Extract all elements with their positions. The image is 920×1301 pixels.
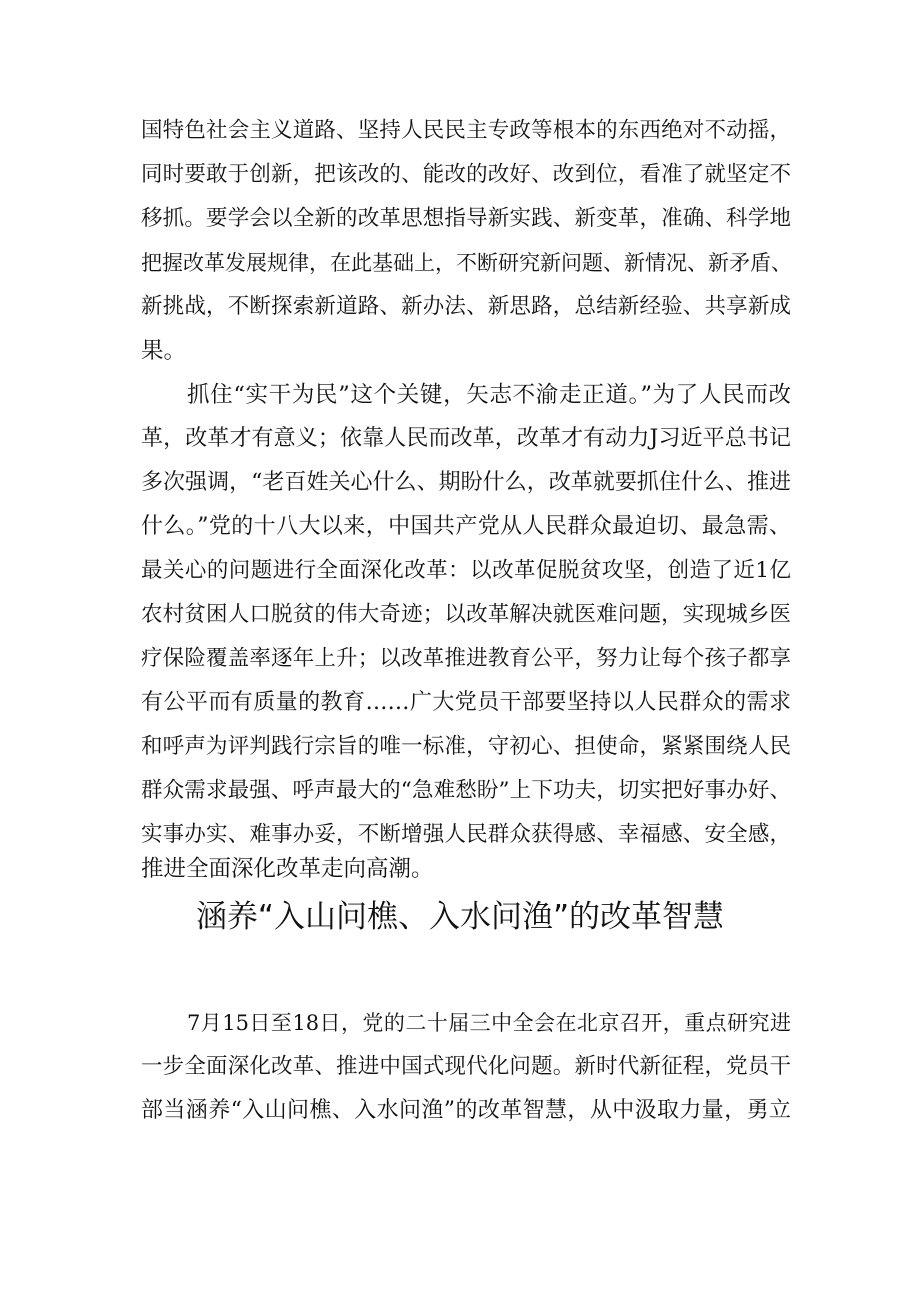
text-line: 疗保险覆盖率逐年上升；以改革推进教育公平，努力让每个孩子都享 — [141, 646, 791, 671]
text-line: 什么。”党的十八大以来，中国共产党从人民群众最迫切、最急需、 — [141, 514, 791, 539]
text-line: 果。 — [141, 338, 187, 364]
text-line: 抓住“实干为民”这个关键，矢志不渝走正道。”为了人民而改 — [187, 382, 791, 408]
text-line: 移抓。要学会以全新的改革思想指导新实践、新变革，准确、科学地 — [141, 206, 791, 231]
text-line: 革，改革才有意义；依靠人民而改革，改革才有动力J习近平总书记 — [141, 426, 791, 451]
text-line: 一步全面深化改革、推进中国式现代化问题。新时代新征程，党员干 — [141, 1054, 791, 1079]
text-line: 新挑战，不断探索新道路、新办法、新思路，总结新经验、共享新成 — [141, 294, 791, 319]
text-line: 农村贫困人口脱贫的伟大奇迹；以改革解决就医难问题，实现城乡医 — [141, 602, 791, 627]
text-line: 群众需求最强、呼声最大的“急难愁盼”上下功夫，切实把好事办好、 — [141, 778, 791, 803]
text-line: 推进全面深化改革走向高潮。 — [141, 856, 434, 882]
section-heading: 涵养“入山问樵、入水问渔”的改革智慧 — [195, 899, 725, 935]
text-line: 实事办实、难事办妥，不断增强人民群众获得感、幸福感、安全感， — [141, 822, 791, 847]
text-line: 国特色社会主义道路、坚持人民民主专政等根本的东西绝对不动摇， — [141, 118, 791, 143]
text-line: 7月15日至18日，党的二十届三中全会在北京召开，重点研究进 — [187, 1011, 791, 1035]
text-line: 把握改革发展规律，在此基础上，不断研究新问题、新情况、新矛盾、 — [141, 251, 792, 275]
text-line: 最关心的问题进行全面深化改革：以改革促脱贫攻坚，创造了近1亿 — [141, 558, 791, 583]
text-line: 部当涵养“入山问樵、入水问渔”的改革智慧，从中汲取力量，勇立 — [141, 1098, 791, 1123]
text-line: 和呼声为评判践行宗旨的唯一标准，守初心、担使命，紧紧围绕人民 — [141, 734, 791, 759]
text-line: 同时要敢于创新，把该改的、能改的改好、改到位，看准了就坚定不 — [141, 162, 791, 187]
text-line: 有公平而有质量的教育……广大党员干部要坚持以人民群众的需求 — [141, 690, 791, 715]
text-line: 多次强调，“老百姓关心什么、期盼什么，改革就要抓住什么、推进 — [141, 470, 791, 495]
